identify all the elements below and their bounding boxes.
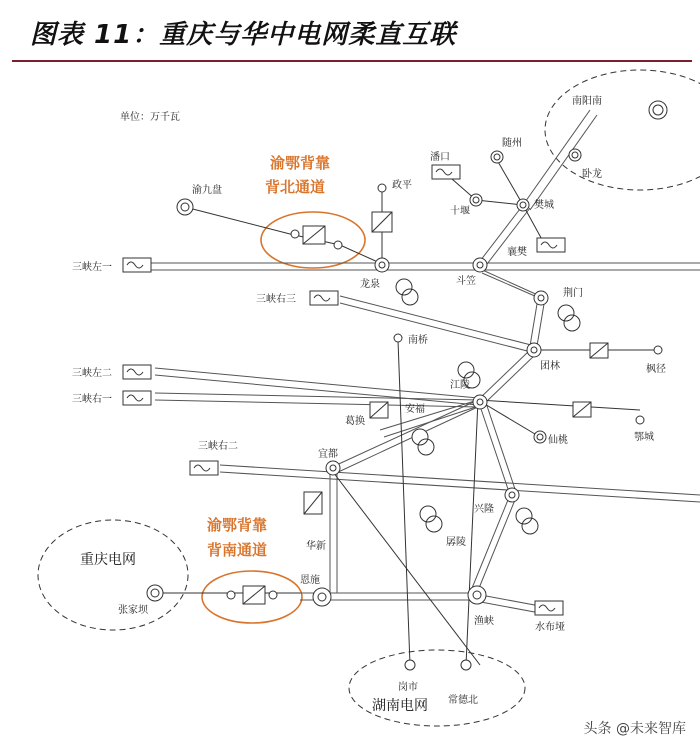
label-shuibuya: 水布垭 — [535, 622, 565, 633]
south-annotation-1: 渝鄂背靠 — [207, 516, 268, 534]
node-fengjing — [654, 346, 662, 354]
label-jingmen: 荆门 — [563, 288, 583, 299]
node-jingmen — [534, 291, 548, 305]
gen-xiangfan — [537, 238, 565, 252]
node-shiyan — [470, 194, 482, 206]
transmission-lines — [150, 110, 700, 613]
label-fancheng: 樊城 — [534, 200, 554, 211]
node-zhengping — [378, 184, 386, 192]
transformer-anfu — [412, 429, 434, 455]
gen-sanxia-youyi — [123, 391, 151, 405]
label-tuanlin: 团林 — [540, 361, 560, 372]
node-changdebei — [461, 660, 471, 670]
node-wolong — [569, 149, 581, 161]
converter-north — [303, 226, 325, 244]
watermark: 头条 @未来智库 — [583, 721, 686, 737]
unit-label: 单位：万千瓦 — [120, 112, 180, 123]
label-nanqiao: 南桥 — [408, 335, 428, 346]
converter-gehuan — [370, 402, 388, 418]
node-gangshi — [405, 660, 415, 670]
south-annotation-2: 背南通道 — [207, 541, 268, 559]
hunan-region-boundary — [349, 650, 525, 726]
north-annotation-2: 背北通道 — [265, 178, 326, 196]
nanyang-region-boundary — [545, 70, 700, 190]
header — [0, 0, 700, 64]
converter-huaxin — [304, 492, 322, 514]
node-longquan — [375, 258, 389, 272]
node-suizhou — [491, 151, 503, 163]
converter-zhengping — [372, 212, 392, 232]
node-xiantao — [534, 431, 546, 443]
label-yidu: 宜都 — [318, 449, 338, 460]
label-gangshi: 岗市 — [398, 682, 418, 693]
label-taoling: 孱陵 — [446, 537, 466, 548]
label-fengjing: 枫径 — [646, 364, 666, 375]
region-chongqing: 重庆电网 — [80, 552, 136, 568]
page-title: 图表 11：重庆与华中电网柔直互联 — [30, 20, 457, 50]
label-douli: 斗笠 — [456, 276, 476, 287]
label-zhangjiaba: 张家坝 — [118, 605, 148, 616]
label-nanyangnan: 南阳南 — [572, 96, 602, 107]
north-annotation-1: 渝鄂背靠 — [270, 154, 331, 172]
node-small-2 — [334, 241, 342, 249]
node-nanyangnan — [649, 101, 667, 119]
transformer-xinglong-e — [516, 508, 538, 534]
label-xiantao: 仙桃 — [548, 435, 568, 446]
label-echeng: 鄂城 — [634, 432, 654, 443]
title-divider — [12, 60, 692, 62]
transformer-longquan — [396, 279, 418, 305]
label-wolong: 卧龙 — [582, 169, 602, 180]
label-xinglong: 兴隆 — [474, 504, 494, 515]
label-yuxia: 渔峡 — [474, 616, 494, 627]
grid-diagram — [0, 64, 700, 746]
label-gehuan: 葛换 — [345, 416, 365, 427]
gen-sanxia-zuoyi — [123, 258, 151, 272]
node-zhangjiaba — [147, 585, 163, 601]
gen-sanxia-zuoer — [123, 365, 151, 379]
node-yidu — [326, 461, 340, 475]
label-huaxin: 华新 — [306, 541, 326, 552]
label-shiyan: 十堰 — [450, 206, 470, 217]
label-anfu: 安福 — [405, 404, 425, 415]
label-enshi: 恩施 — [300, 575, 320, 586]
converter-echeng — [573, 402, 591, 417]
node-yuxia — [468, 586, 486, 604]
label-xiangfan: 襄樊 — [507, 247, 527, 258]
region-hunan: 湖南电网 — [372, 698, 428, 714]
node-tuanlin — [527, 343, 541, 357]
label-sanxia-zuoer: 三峡左二 — [72, 368, 112, 379]
gen-panko — [432, 165, 460, 179]
gen-sanxia-youer — [190, 461, 218, 475]
label-changdebei: 常德北 — [448, 695, 478, 706]
label-zhengping: 政平 — [392, 180, 412, 191]
node-small-3 — [227, 591, 235, 599]
label-sanxia-yousan: 三峡右三 — [256, 294, 296, 305]
label-sanxia-youer: 三峡右二 — [198, 441, 238, 452]
node-enshi — [313, 588, 331, 606]
label-longquan: 龙泉 — [360, 279, 380, 290]
node-jiangling — [473, 395, 487, 409]
label-suizhou: 随州 — [502, 138, 522, 149]
converter-south — [243, 586, 265, 604]
node-yujiupan — [177, 199, 193, 215]
node-echeng — [636, 416, 644, 424]
converter-tuanlin-east — [590, 343, 608, 358]
node-small-4 — [269, 591, 277, 599]
label-sanxia-youyi: 三峡右一 — [72, 394, 112, 405]
node-small-1 — [291, 230, 299, 238]
chongqing-region-boundary — [38, 520, 188, 630]
gen-sanxia-yousan — [310, 291, 338, 305]
converter-boxes — [243, 212, 608, 604]
label-sanxia-zuoyi: 三峡左一 — [72, 262, 112, 273]
node-douli — [473, 258, 487, 272]
node-nanqiao — [394, 334, 402, 342]
label-jiangling: 江陵 — [450, 380, 470, 391]
label-yujiupan: 渝九盘 — [192, 185, 222, 196]
gen-shuibuya — [535, 601, 563, 615]
transformer-jingmen — [558, 305, 580, 331]
label-panko: 潘口 — [430, 152, 450, 163]
transformer-xinglong-w — [420, 506, 442, 532]
node-xinglong — [505, 488, 519, 502]
node-fancheng — [517, 199, 529, 211]
